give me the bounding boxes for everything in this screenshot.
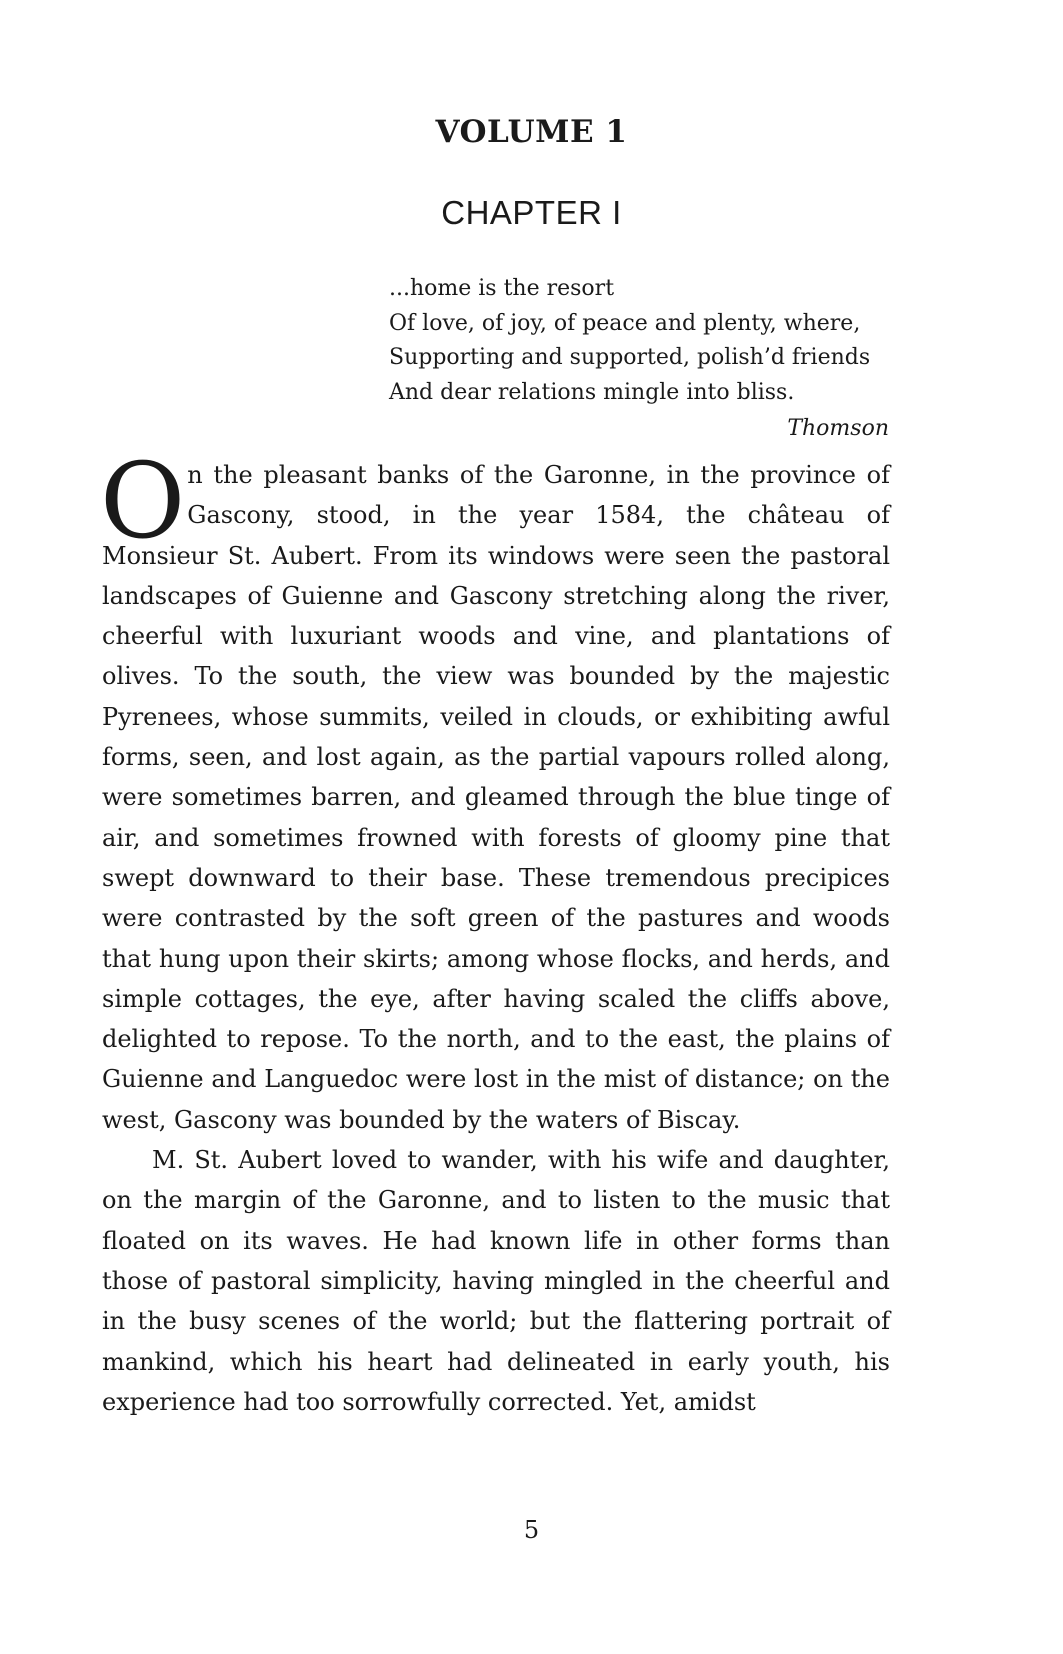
body-text [100,440,890,1422]
page-number: 5 [523,1516,540,1544]
epigraph-line: ...home is the resort [389,276,615,301]
epigraph-line: Supporting and supported, polish’d friends [389,345,871,370]
paragraph [100,440,890,1140]
epigraph-attribution: Thomson [787,416,889,441]
epigraph [389,272,889,447]
epigraph-line: And dear relations mingle into bliss. [389,379,795,405]
paragraph: M. St. Aubert loved to wander, with his wife and daughter, on the margin of the Garonne, and to listen to the music that floated on its waves. He had known life in other forms than those of pastoral simplicity, having mingled in the cheerful and in the busy scenes of the world; but the flattering portrait of mankind, which his heart had delineated in early youth, his experience had too sorrowfully corrected. Yet, amidst [102,1146,890,1416]
paragraph-text: n the pleasant banks of the Garonne, in the province of Gascony, stood, in the year 1584, the château of Monsieur St. Aubert. From its windows were seen the pastoral landscapes of Guienne and Gascony stretching along the river, cheerful with luxuriant woods and vine, and plantations of olives. To the south, the view was bounded by the majestic Pyrenees, whose summits, veiled in clouds, or exhibiting awful forms, seen, and lost again, as the partial vapours rolled along, were sometimes barren, and gleamed through the blue tinge of air, and sometimes frowned with forests of gloomy pine that swept downward to their base. These tremendous precipices were contrasted by the soft green of the pastures and woods that hung upon their skirts; among whose flocks, and herds, and simple cottages, the eye, after having scaled the cliffs above, delighted to repose. To the north, and to the east, the plains of Guienne and Languedoc were lost in the mist of distance; on the west, Gascony was bounded by the waters of Biscay. [102,461,890,1134]
drop-cap: O [100,440,186,562]
chapter-heading: CHAPTER I [441,194,622,231]
volume-heading: VOLUME 1 [435,114,628,150]
epigraph-line: Of love, of joy, of peace and plenty, where, [389,310,861,336]
